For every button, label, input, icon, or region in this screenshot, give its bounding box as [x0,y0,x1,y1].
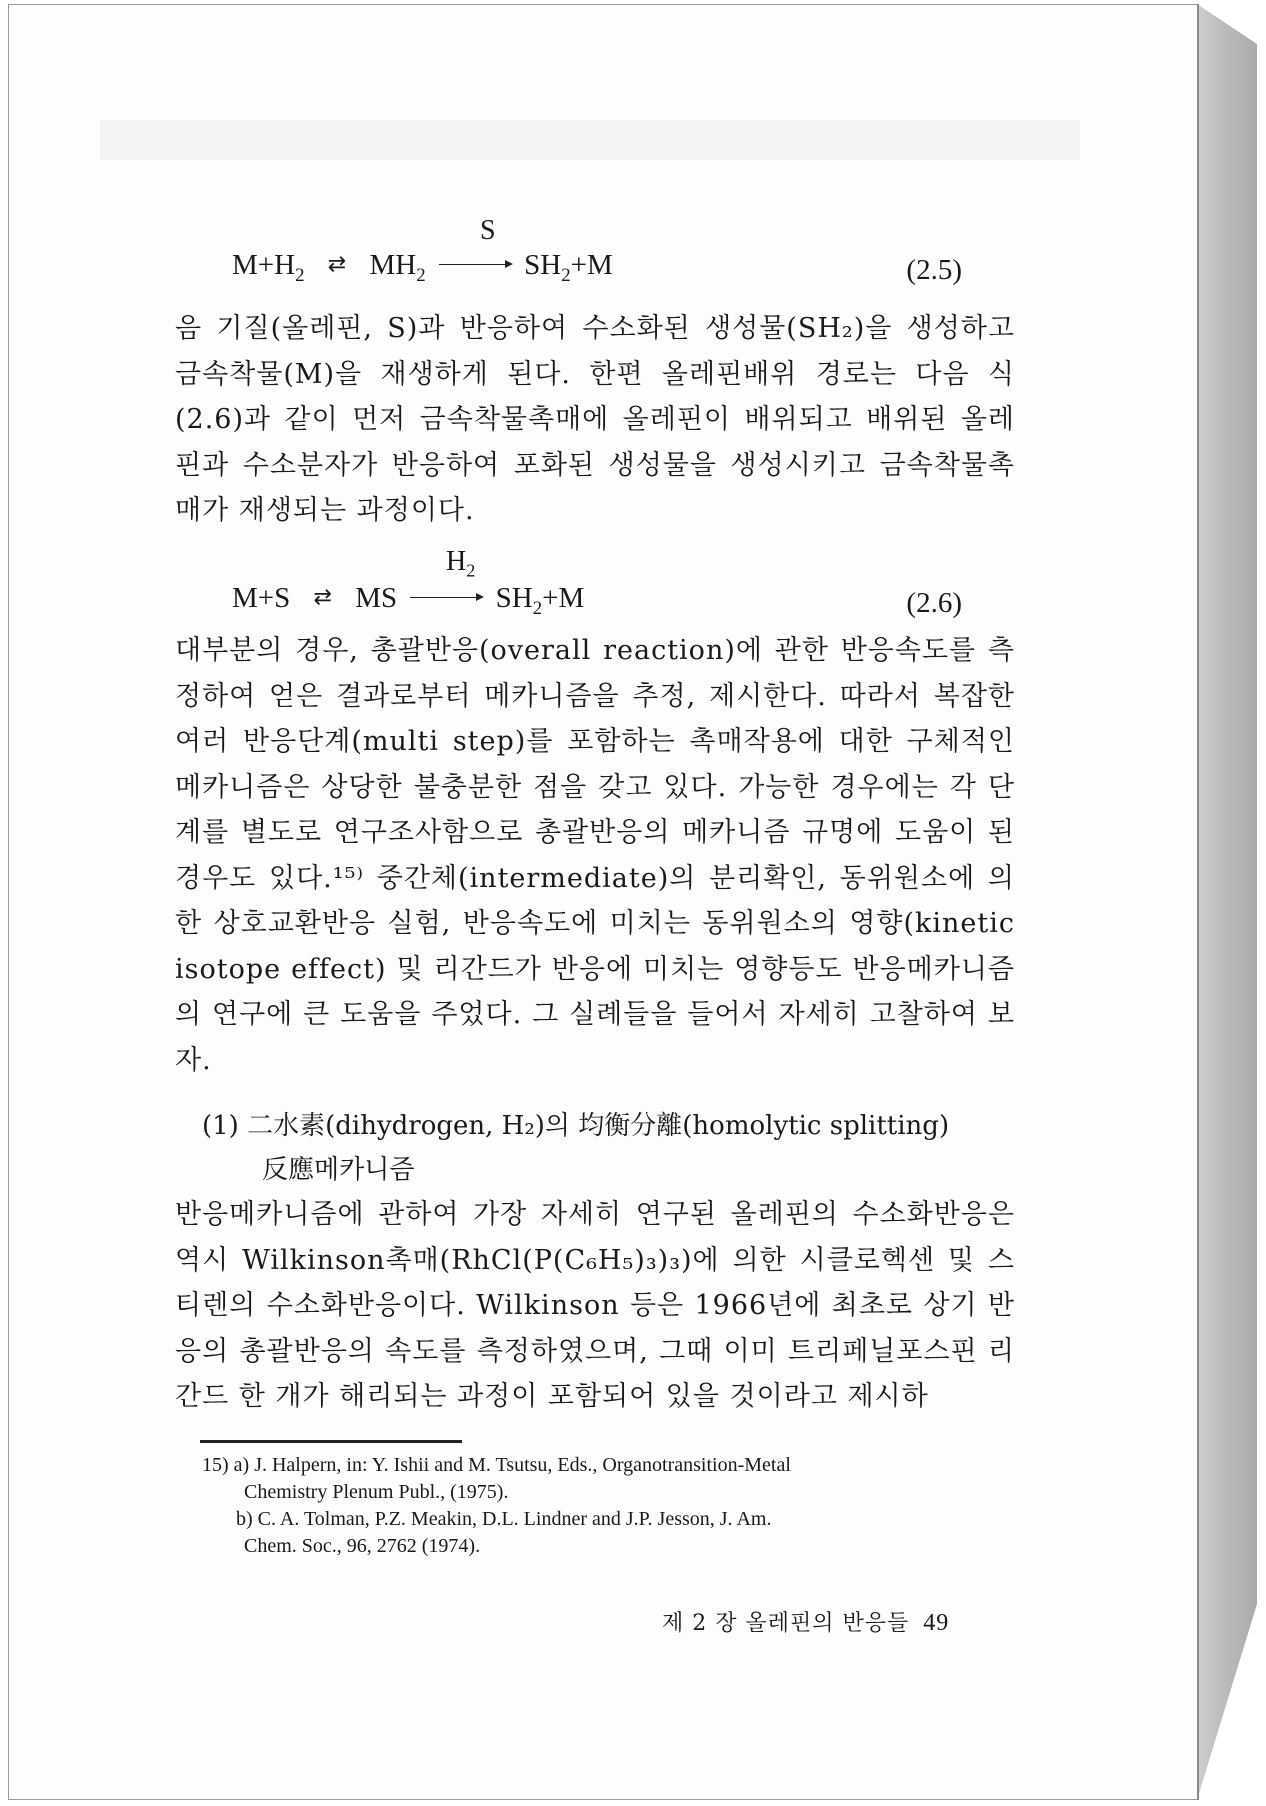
equation-mid-sub: 2 [416,265,426,286]
equation-rhs-sub: 2 [561,265,571,286]
equilibrium-arrow-icon: ⇄ [313,585,332,611]
equation-mid: MS [355,582,398,615]
equation-over-arrow [446,546,475,582]
equation-number: (2.5) [906,254,962,286]
equation-line [232,582,584,620]
equation-line [232,249,613,287]
equation-over-text: H [446,546,467,577]
footnote-rule [200,1440,462,1443]
page-edge-line [1197,4,1199,1800]
equation-over-sub: 2 [466,560,476,581]
equation-number: (2.6) [906,587,962,619]
section-heading [202,1104,1022,1192]
scan-shading [100,120,1080,160]
paragraph-3: 반응메카니즘에 관하여 가장 자세히 연구된 올레핀의 수소화반응은 역시 Wilkinson촉매(RhCl(P(C₆H₅)₃)₃)에 의한 시클로헥센 및 스티렌의 수소화반응이다. Wilkinson 등은 1966년에 최초로 상기 반응의 총괄반응의 속도를 측정하였으며, 그때 이미 트리페닐포스핀 리간드 한 개가 해리되는 과정이 포함되어 있을 것이라고 제시하 [175,1199,1015,1412]
page-number: 49 [923,1610,950,1636]
footnote-b-line-1: b) C. A. Tolman, P.Z. Meakin, D.L. Lindner and J.P. Jesson, J. Am. [236,1508,772,1530]
equation-lhs: M+S [232,582,291,615]
equilibrium-arrow-icon: ⇄ [327,252,347,278]
footnote-a-line-2: Chemistry Plenum Publ., (1975). [244,1481,509,1503]
equation-lhs-sub: 2 [295,265,305,286]
equation-rhs: SH [524,249,562,282]
equation-over-arrow: S [480,215,496,246]
equation-rhs-sub: 2 [532,598,543,619]
footnote-15 [202,1452,1022,1560]
equation-lhs: M+H [232,249,296,282]
equation-rhs-tail: +M [570,249,613,282]
reaction-arrow-icon [410,597,482,598]
page-stack-edge [1197,4,1257,1800]
footnote-b-line-2: Chem. Soc., 96, 2762 (1974). [244,1535,481,1557]
equation-2-6 [232,538,992,628]
equation-2-5 [232,205,992,295]
section-heading-line-2: 反應메카니즘 [262,1155,415,1185]
paragraph-2: 대부분의 경우, 총괄반응(overall reaction)에 관한 반응속도를 측정하여 얻은 결과로부터 메카니즘을 추정, 제시한다. 따라서 복잡한 여러 반응단계(multi step)를 포함하는 촉매작용에 대한 구체적인 메카니즘은 상당한 불충분한 점을 갖고 있다. 가능한 경우에는 각 단계를 별도로 연구조사함으로 총괄반응의 메카니즘 규명에 도움이 된 경우도 있다.¹⁵⁾ 중간체(intermediate)의 분리확인, 동위원소에 의한 상호교환반응 실험, 반응속도에 미치는 동위원소의 영향(kinetic isotope effect) 및 리간드가 반응에 미치는 영향등도 반응메카니즘의 연구에 큰 도움을 주었다. 그 실례들을 들어서 자세히 고찰하여 보자. [175,635,1015,1076]
running-footer [662,1606,949,1637]
equation-rhs-tail: +M [542,582,585,615]
reaction-arrow-icon [439,264,511,265]
footnote-a-line-1: 15) a) J. Halpern, in: Y. Ishii and M. Tsutsu, Eds., Organotransition-Metal [202,1454,791,1476]
section-heading-line-1: (1) 二水素(dihydrogen, H₂)의 均衡分離(homolytic splitting) [202,1111,950,1141]
equation-mid: MH [369,249,417,282]
paragraph-1: 음 기질(올레핀, S)과 반응하여 수소화된 생성물(SH₂)을 생성하고 금속착물(M)을 재생하게 된다. 한편 올레핀배위 경로는 다음 식(2.6)과 같이 먼저 금속착물촉매에 올레핀이 배위되고 배위된 올레핀과 수소분자가 반응하여 포화된 생성물을 생성시키고 금속착물촉매가 재생되는 과정이다. [175,313,1015,526]
footer-chapter: 제 2 장 올레핀의 반응들 [662,1611,910,1636]
equation-rhs: SH [495,582,533,615]
